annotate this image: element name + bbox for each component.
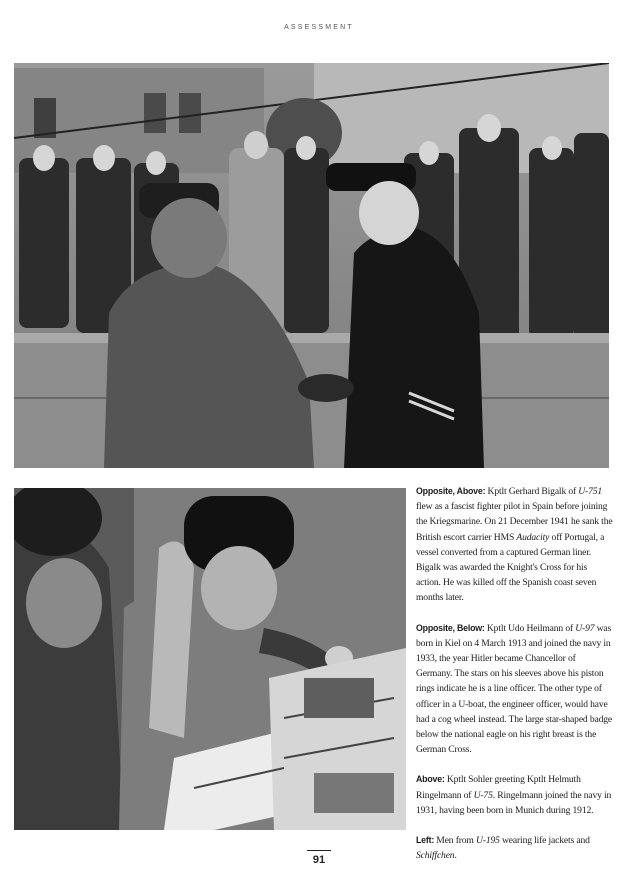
folio-rule (307, 850, 331, 851)
page-number-text: 91 (312, 854, 326, 866)
caption-opposite-above: Opposite, Above: Kptlt Gerhard Bigalk of U-751 flew as a fascist fighter pilot in Spain before joining the Kriegsmarine. On 21 December 1941 he sank the British escort carrier HMS Audacity off Portugal, a vessel converted from a captured German liner. Bigalk was awarded the Knight's Cross for his action. He was killed off the Spanish coast seven months later. (416, 486, 613, 604)
photo-officers-handshake (14, 63, 609, 468)
captions-column (416, 484, 614, 878)
page-number (0, 850, 638, 866)
caption-above: Above: Kptlt Sohler greeting Kptlt Helmuth Ringelmann of U-75. Ringelmann joined the navy in 1931, having been born in Munich during 1912. (416, 774, 612, 816)
running-head: ASSESSMENT (284, 24, 354, 31)
caption-left: Left: Men from U-195 wearing life jackets and Schiffchen. (416, 835, 590, 862)
caption-opposite-below: Opposite, Below: Kptlt Udo Heilmann of U-97 was born in Kiel on 4 March 1913 and joined the navy in 1933, the year Hitler became Chancellor of Germany. The stars on his sleeves above his piston rings indicate he is a line officer. The other type of officer in a U-boat, the engineer officer, would have had a cog wheel instead. The large star-shaped badge below the national eagle on his right breast is the German Cross. (416, 622, 612, 756)
photo-men-life-jackets (14, 488, 406, 830)
